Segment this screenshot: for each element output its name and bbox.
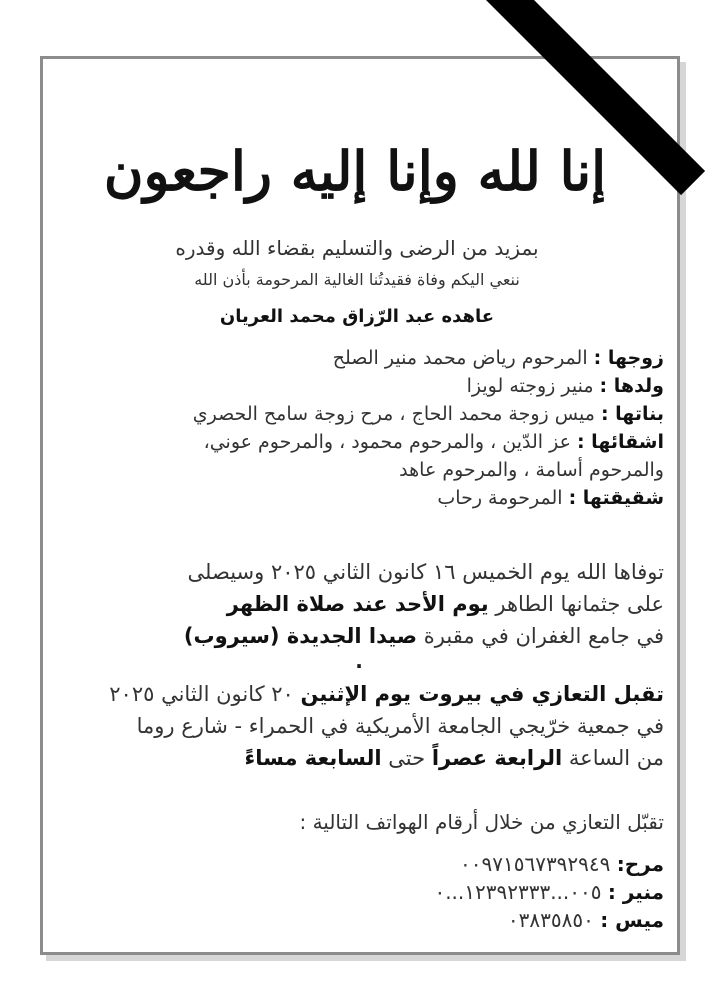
intro-line-1: بمزيد من الرضى والتسليم بقضاء الله وقدره <box>175 236 539 260</box>
condolences-from-text: من الساعة <box>562 746 664 770</box>
phone-label: مرح: <box>616 852 664 876</box>
funeral-prayer-time: يوم الأحد عند صلاة الظهر <box>226 592 489 616</box>
phone-row <box>54 878 664 906</box>
phone-label: ميس : <box>600 908 664 932</box>
family-line <box>54 372 664 400</box>
family-label: شقيقتها : <box>568 487 664 509</box>
condolences-line-1 <box>54 678 664 710</box>
funeral-line-2-text: على جثمانها الطاهر <box>488 592 664 616</box>
family-label: بناتها : <box>600 403 664 425</box>
family-text: ميس زوجة محمد الحاج ، مرح زوجة سامح الحصري <box>192 403 601 425</box>
phone-number: ٠٠٩٧١٥٦٧٣٩٢٩٤٩ <box>460 852 617 876</box>
condolences-line-2: في جمعية خرّيجي الجامعة الأمريكية في الحمراء - شارع روما <box>136 714 664 738</box>
funeral-line-3 <box>54 620 664 652</box>
funeral-line-3-text: في جامع الغفران في مقبرة <box>417 624 664 648</box>
condolences-line-3 <box>54 742 664 774</box>
family-text: عز الدّين ، والمرحوم محمود ، والمرحوم عوني، <box>203 431 577 453</box>
phone-row <box>54 850 664 878</box>
phones-block <box>54 808 664 934</box>
condolences-start-time: الرابعة عصراً <box>431 746 563 770</box>
phone-row <box>54 906 664 934</box>
deceased-name: عاهده عبد الرّزاق محمد العريان <box>219 306 495 327</box>
family-label: زوجها : <box>593 347 664 369</box>
obituary-content <box>40 56 674 949</box>
family-line <box>54 400 664 428</box>
family-text: منير زوجته لويزا <box>466 375 600 397</box>
family-line <box>54 344 664 372</box>
condolences-date: ٢٠ كانون الثاني ٢٠٢٥ <box>109 682 301 706</box>
family-label: اشقائها : <box>576 431 664 453</box>
condolences-until-text: حتى <box>381 746 432 770</box>
phones-intro: تقبّل التعازي من خلال أرقام الهواتف التالية : <box>299 810 664 834</box>
condolences-place-day: تقبل التعازي في بيروت يوم الإثنين <box>300 682 664 706</box>
phone-label: منير : <box>607 880 664 904</box>
calligraphy-title: إنا لله وإنا إليه راجعون <box>103 139 607 203</box>
funeral-line-1: توفاها الله يوم الخميس ١٦ كانون الثاني ٢٠٢٥ وسيصلى <box>187 560 664 584</box>
phone-number: ٠٠٥...١٢٣٩٢٣٣٣...٠ <box>434 880 608 904</box>
intro-line-2: ننعي اليكم وفاة فقيدتُنا الغالية المرحومة بأذن الله <box>194 270 520 289</box>
separator-dot: . <box>355 649 363 673</box>
family-label: ولدها : <box>599 375 664 397</box>
family-text: المرحوم رياض محمد منير الصلح <box>332 347 594 369</box>
family-line <box>54 484 664 512</box>
condolences-block <box>54 678 664 774</box>
condolences-end-time: السابعة مساءً <box>244 746 382 770</box>
family-line <box>54 428 664 456</box>
family-text: والمرحوم أسامة ، والمرحوم عاهد <box>399 459 664 481</box>
phone-number: ٠٣٨٣٥٨٥٠ <box>507 908 601 932</box>
family-text: المرحومة رحاب <box>437 487 569 509</box>
cemetery-name: صيدا الجديدة (سيروب) <box>183 624 418 648</box>
family-list <box>54 344 664 512</box>
funeral-line-2 <box>54 588 664 620</box>
family-line <box>54 456 664 484</box>
funeral-block <box>54 556 664 673</box>
